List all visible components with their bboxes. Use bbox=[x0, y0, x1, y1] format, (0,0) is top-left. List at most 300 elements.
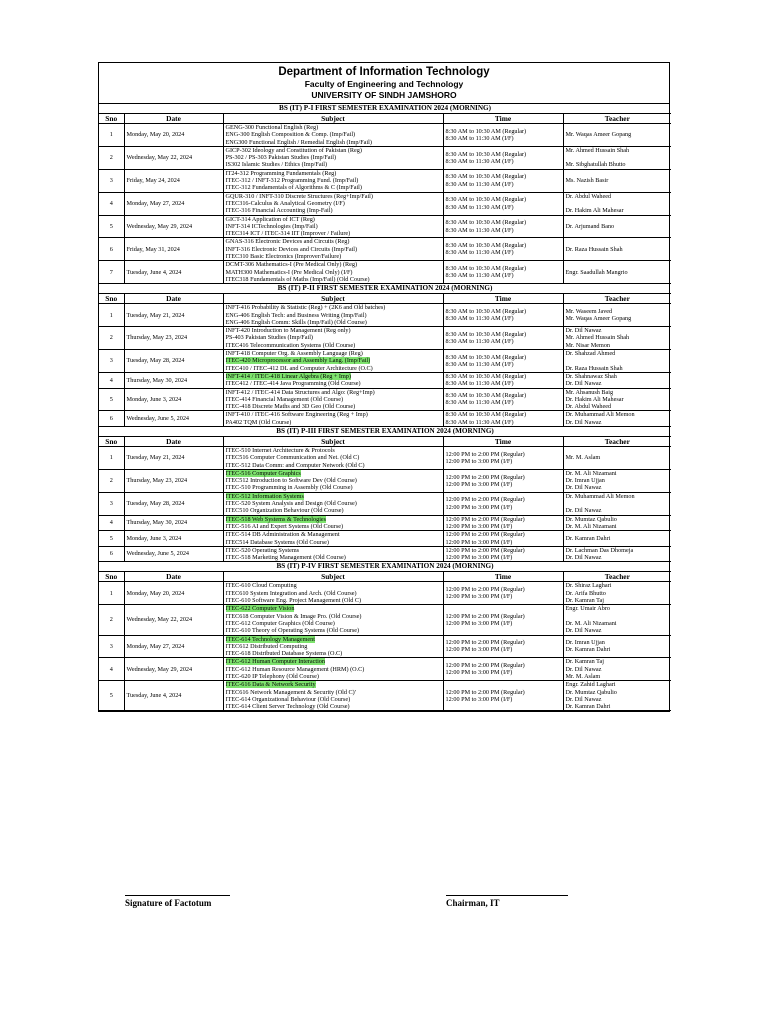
teacher-line: Engr. Umair Abro bbox=[565, 605, 611, 613]
time-cell bbox=[443, 388, 563, 411]
time-line: 8:30 AM to 11:30 AM (I/F) bbox=[445, 315, 514, 323]
subject-line: ITEC-312 / INFT-312 Programming Fund. (Imp/Fail) bbox=[225, 177, 359, 185]
column-header: Teacher bbox=[563, 294, 671, 304]
date-cell: Thursday, May 23, 2024 bbox=[124, 469, 223, 492]
subject-cell bbox=[223, 681, 443, 711]
subject-line: ITEC-510 Programming in Assembly (Old Course) bbox=[225, 484, 353, 492]
date-cell: Tuesday, May 21, 2024 bbox=[124, 446, 223, 469]
teacher-line: Dr. Shiraz Laghari bbox=[565, 582, 612, 590]
subject-cell bbox=[223, 469, 443, 492]
subject-line: ITEC-520 Operating Systems bbox=[225, 546, 300, 554]
highlighted-subject: ITEC-612 Human Computer Interaction bbox=[225, 658, 325, 666]
subject-line: DCMT-306 Mathematics-I (Pre Medical Only) (Reg) bbox=[225, 261, 358, 269]
time-cell bbox=[443, 146, 563, 169]
sno-cell: 1 bbox=[99, 582, 124, 605]
time-line: 12:00 PM to 3:00 PM (I/F) bbox=[445, 457, 513, 465]
teacher-line: Dr. Dil Nawaz bbox=[565, 554, 602, 562]
teacher-line: Dr. Muhammad Ali Memon bbox=[565, 411, 635, 419]
subject-line: ENG-406 English Tech: and Business Writing (Imp/Fail) bbox=[225, 311, 367, 319]
time-cell bbox=[443, 546, 563, 562]
date-cell: Monday, May 27, 2024 bbox=[124, 635, 223, 658]
table-row bbox=[99, 658, 671, 681]
sno-cell: 3 bbox=[99, 350, 124, 373]
time-line: 12:00 PM to 2:00 PM (Regular) bbox=[445, 531, 525, 539]
teacher-cell bbox=[563, 681, 671, 711]
university-name: UNIVERSITY OF SINDH JAMSHORO bbox=[311, 90, 457, 100]
time-line: 12:00 PM to 2:00 PM (Regular) bbox=[445, 639, 525, 647]
teacher-cell bbox=[563, 372, 671, 388]
subject-line: GNAS-316 Electronic Devices and Circuits (Reg) bbox=[225, 238, 350, 246]
teacher-line bbox=[566, 613, 670, 620]
sno-cell: 2 bbox=[99, 327, 124, 350]
highlighted-subject: INFT-414 / ITEC-418 Linear Algebra (Reg + Imp) bbox=[225, 372, 351, 380]
sno-cell: 5 bbox=[99, 388, 124, 411]
subject-line: GICT-314 Application of ICT (Reg) bbox=[225, 215, 315, 223]
subject-cell bbox=[223, 372, 443, 388]
time-cell bbox=[443, 605, 563, 635]
column-header-row bbox=[99, 114, 671, 124]
date-cell: Tuesday, May 28, 2024 bbox=[124, 492, 223, 515]
sno-cell: 6 bbox=[99, 238, 124, 261]
teacher-line: Mr. Ahmed Hussain Shah bbox=[565, 146, 630, 154]
time-cell bbox=[443, 582, 563, 605]
column-header: Subject bbox=[223, 294, 443, 304]
time-line: 12:00 PM to 2:00 PM (Regular) bbox=[445, 515, 525, 523]
highlighted-subject: ITEC-516 Computer Graphics bbox=[225, 469, 301, 477]
section-row bbox=[99, 104, 671, 114]
column-header: Date bbox=[124, 436, 223, 446]
time-line: 8:30 AM to 11:30 AM (I/F) bbox=[445, 226, 514, 234]
subject-line: ITEC316-Calculus & Analytical Geometry (I/F) bbox=[225, 199, 345, 207]
teacher-line: Dr. Raza Hussain Shah bbox=[565, 364, 623, 372]
column-header: Sno bbox=[99, 572, 124, 582]
date-cell: Thursday, May 30, 2024 bbox=[124, 515, 223, 531]
date-cell: Friday, May 31, 2024 bbox=[124, 238, 223, 261]
time-line: 8:30 AM to 10:30 AM (Regular) bbox=[445, 242, 527, 250]
teacher-line: Dr. Abdul Waheed bbox=[565, 403, 612, 411]
column-header-row bbox=[99, 294, 671, 304]
highlighted-subject: ITEC-614 Technology Management bbox=[225, 635, 315, 643]
sno-cell: 4 bbox=[99, 372, 124, 388]
column-header: Subject bbox=[223, 114, 443, 124]
sno-cell: 2 bbox=[99, 605, 124, 635]
teacher-line bbox=[566, 154, 670, 161]
teacher-line: Engr. Zahid Laghari bbox=[565, 681, 616, 689]
teacher-line: Dr. Hakim Ali Mahesar bbox=[565, 207, 624, 215]
subject-line: INFT-416 Probability & Statistic (Reg) + (2K6 and Old batches) bbox=[225, 304, 386, 312]
subject-cell bbox=[223, 531, 443, 547]
subject-line: INFT-316 Electronic Devices and Circuits (Imp/Fail) bbox=[225, 245, 358, 253]
table-row bbox=[99, 192, 671, 215]
factotum-signature-label: Signature of Factotum bbox=[125, 898, 212, 908]
teacher-cell bbox=[563, 546, 671, 562]
teacher-cell bbox=[563, 215, 671, 238]
time-line: 12:00 PM to 2:00 PM (Regular) bbox=[445, 688, 525, 696]
subject-cell bbox=[223, 515, 443, 531]
column-header: Subject bbox=[223, 436, 443, 446]
table-row bbox=[99, 531, 671, 547]
subject-line: ENG300 Functional English / Remedial English (Imp/Fail) bbox=[225, 138, 372, 146]
teacher-line: Dr. M. Ali Nizamani bbox=[565, 522, 617, 530]
column-header: Date bbox=[124, 114, 223, 124]
time-line: 8:30 AM to 10:30 AM (Regular) bbox=[445, 411, 527, 419]
teacher-line: Dr. Mumtaz Qabulio bbox=[565, 515, 617, 523]
highlighted-subject: ITEC-622 Computer Vision bbox=[225, 605, 295, 613]
time-line: 12:00 PM to 3:00 PM (I/F) bbox=[445, 669, 513, 677]
date-cell: Monday, June 3, 2024 bbox=[124, 531, 223, 547]
table-row bbox=[99, 635, 671, 658]
teacher-line: Dr. M. Ali Nizamani bbox=[565, 619, 617, 627]
date-cell: Tuesday, June 4, 2024 bbox=[124, 681, 223, 711]
teacher-line: Dr. M. Ali Nizamani bbox=[565, 469, 617, 477]
teacher-line: Mr. Waseem Javed bbox=[565, 307, 613, 315]
table-row bbox=[99, 546, 671, 562]
time-cell bbox=[443, 446, 563, 469]
subject-line bbox=[226, 516, 441, 523]
time-line: 8:30 AM to 11:30 AM (I/F) bbox=[445, 399, 514, 407]
date-cell: Wednesday, May 29, 2024 bbox=[124, 215, 223, 238]
time-line: 12:00 PM to 2:00 PM (Regular) bbox=[445, 496, 525, 504]
subject-line: GICP-302 Ideology and Constitution of Pakistan (Reg) bbox=[225, 146, 362, 154]
subject-cell bbox=[223, 411, 443, 427]
sno-cell: 1 bbox=[99, 304, 124, 327]
time-cell bbox=[443, 635, 563, 658]
time-cell bbox=[443, 169, 563, 192]
date-cell: Wednesday, May 29, 2024 bbox=[124, 658, 223, 681]
teacher-line: Dr. Dil Nawaz bbox=[565, 627, 602, 635]
column-header: Time bbox=[443, 436, 563, 446]
subject-cell bbox=[223, 304, 443, 327]
time-line: 8:30 AM to 11:30 AM (I/F) bbox=[445, 272, 514, 280]
date-cell: Wednesday, June 5, 2024 bbox=[124, 411, 223, 427]
subject-line: ITEC416 Telecommunication Systems (Old Course) bbox=[225, 341, 356, 349]
teacher-line: Mr. Ahmed Hussain Shah bbox=[565, 334, 630, 342]
subject-cell bbox=[223, 215, 443, 238]
teacher-cell bbox=[563, 582, 671, 605]
teacher-line: Dr. Dil Nawaz bbox=[565, 507, 602, 515]
subject-line: ENG-406 English Comm: Skills (Imp/Fail) (Old Course) bbox=[225, 318, 367, 326]
teacher-cell bbox=[563, 635, 671, 658]
teacher-cell bbox=[563, 388, 671, 411]
table-row bbox=[99, 446, 671, 469]
subject-cell bbox=[223, 169, 443, 192]
subject-line: ITEC412 / ITEC-414 Java Programming (Old Course) bbox=[225, 380, 361, 388]
teacher-line: Dr. Shahzad Ahmed bbox=[565, 350, 616, 358]
sno-cell: 1 bbox=[99, 446, 124, 469]
sno-cell: 6 bbox=[99, 546, 124, 562]
time-line: 12:00 PM to 3:00 PM (I/F) bbox=[445, 538, 513, 546]
subject-line: ITEC516 Computer Communication and Net. (Old C) bbox=[225, 454, 360, 462]
subject-cell bbox=[223, 146, 443, 169]
time-cell bbox=[443, 327, 563, 350]
teacher-line: Dr. Raza Hussain Shah bbox=[565, 245, 623, 253]
subject-cell bbox=[223, 350, 443, 373]
table-row bbox=[99, 469, 671, 492]
time-line: 8:30 AM to 10:30 AM (Regular) bbox=[445, 307, 527, 315]
teacher-line bbox=[566, 357, 670, 364]
teacher-cell bbox=[563, 192, 671, 215]
time-line: 8:30 AM to 10:30 AM (Regular) bbox=[445, 372, 527, 380]
teacher-cell bbox=[563, 350, 671, 373]
subject-line bbox=[226, 470, 441, 477]
time-line: 8:30 AM to 10:30 AM (Regular) bbox=[445, 196, 527, 204]
subject-line: ENG-300 English Composition & Comp. (Imp/Fail) bbox=[225, 131, 356, 139]
subject-line: ITEC610 System Integration and Arch. (Old Course) bbox=[225, 589, 357, 597]
datesheet bbox=[98, 62, 670, 712]
time-cell bbox=[443, 350, 563, 373]
teacher-line bbox=[566, 500, 670, 507]
teacher-line: Dr. Arifa Bhutto bbox=[565, 589, 606, 597]
time-line: 12:00 PM to 2:00 PM (Regular) bbox=[445, 662, 525, 670]
sno-cell: 3 bbox=[99, 635, 124, 658]
subject-line: ITEC-518 Marketing Management (Old Course) bbox=[225, 554, 346, 562]
time-line: 12:00 PM to 2:00 PM (Regular) bbox=[445, 473, 525, 481]
time-line: 8:30 AM to 10:30 AM (Regular) bbox=[445, 330, 527, 338]
time-line: 8:30 AM to 11:30 AM (I/F) bbox=[445, 418, 514, 426]
time-cell bbox=[443, 238, 563, 261]
table-row bbox=[99, 605, 671, 635]
document-header bbox=[99, 63, 669, 104]
teacher-line: Dr. Kamran Dahri bbox=[565, 646, 611, 654]
time-line: 12:00 PM to 3:00 PM (I/F) bbox=[445, 522, 513, 530]
sno-cell: 5 bbox=[99, 531, 124, 547]
teacher-cell bbox=[563, 492, 671, 515]
subject-line bbox=[226, 658, 441, 665]
teacher-line: Dr. Kamran Taj bbox=[565, 658, 604, 666]
teacher-line: Dr. Dil Nawaz bbox=[565, 380, 602, 388]
section-row bbox=[99, 284, 671, 294]
subject-line: ITEC618 Computer Vision & Image Pro. (Old Course) bbox=[225, 612, 362, 620]
sno-cell: 5 bbox=[99, 215, 124, 238]
time-line: 12:00 PM to 3:00 PM (I/F) bbox=[445, 695, 513, 703]
teacher-line: Mr. M. Aslam bbox=[565, 673, 601, 680]
time-line: 12:00 PM to 3:00 PM (I/F) bbox=[445, 503, 513, 511]
subject-line: ITEC616 Network Management & Security (Old C)' bbox=[225, 688, 356, 696]
document-title: Department of Information Technology bbox=[278, 66, 490, 78]
date-cell: Wednesday, May 22, 2024 bbox=[124, 146, 223, 169]
teacher-cell bbox=[563, 304, 671, 327]
teacher-line: Dr. Lachman Das Dhomeja bbox=[565, 546, 634, 554]
table-row bbox=[99, 124, 671, 147]
faculty-name: Faculty of Engineering and Technology bbox=[304, 79, 464, 89]
teacher-cell bbox=[563, 605, 671, 635]
subject-line: ITEC512 Introduction to Software Dev (Old Course) bbox=[225, 477, 357, 485]
time-cell bbox=[443, 658, 563, 681]
column-header: Time bbox=[443, 294, 563, 304]
subject-line: ITEC-510 Internet Architecture & Protocols bbox=[225, 446, 335, 454]
subject-line: ITEC510 Organization Behaviour (Old Course) bbox=[225, 507, 344, 515]
table-row bbox=[99, 411, 671, 427]
sno-cell: 4 bbox=[99, 192, 124, 215]
time-cell bbox=[443, 411, 563, 427]
date-cell: Friday, May 24, 2024 bbox=[124, 169, 223, 192]
subject-line: INFT-420 Introduction to Management (Reg only) bbox=[225, 327, 351, 335]
teacher-cell bbox=[563, 446, 671, 469]
subject-line: ITEC310 Basic Electronics (Improver/Failure) bbox=[225, 253, 342, 261]
teacher-line: Mr. M. Aslam bbox=[565, 454, 601, 462]
subject-cell bbox=[223, 124, 443, 147]
sno-cell: 7 bbox=[99, 261, 124, 284]
subject-line: ITEC-514 DB Administration & Management bbox=[225, 531, 340, 539]
time-line: 12:00 PM to 3:00 PM (I/F) bbox=[445, 646, 513, 654]
section-title: BS (IT) P-I FIRST SEMESTER EXAMINATION 2024 (MORNING) bbox=[99, 104, 671, 114]
subject-line: ITEC-610 Software Eng. Project Management (Old C) bbox=[225, 597, 362, 605]
subject-cell bbox=[223, 605, 443, 635]
subject-line: ITEC-516 AI and Expert Systems (Old Course) bbox=[225, 522, 344, 530]
table-row bbox=[99, 372, 671, 388]
teacher-line: Dr. Kamran Dahri bbox=[565, 534, 611, 542]
section-title: BS (IT) P-IV FIRST SEMESTER EXAMINATION 2024 (MORNING) bbox=[99, 562, 671, 572]
table-row bbox=[99, 388, 671, 411]
subject-cell bbox=[223, 658, 443, 681]
subject-line bbox=[226, 493, 441, 500]
teacher-cell bbox=[563, 658, 671, 681]
table-row bbox=[99, 238, 671, 261]
subject-line: ITEC-512 Data Comm: and Computer Network (Old C) bbox=[225, 461, 365, 469]
time-line: 8:30 AM to 11:30 AM (I/F) bbox=[445, 157, 514, 165]
teacher-cell bbox=[563, 238, 671, 261]
time-line: 12:00 PM to 3:00 PM (I/F) bbox=[445, 554, 513, 562]
date-cell: Thursday, May 30, 2024 bbox=[124, 372, 223, 388]
time-line: 8:30 AM to 10:30 AM (Regular) bbox=[445, 264, 527, 272]
teacher-line: Dr. Muhammad Ali Memon bbox=[565, 492, 635, 500]
subject-line: INFT-314 ICTechnologies (Imp/Fail) bbox=[225, 222, 318, 230]
subject-line: ITEC-610 Theory of Operating Systems (Old Course) bbox=[225, 627, 360, 635]
table-row bbox=[99, 327, 671, 350]
teacher-cell bbox=[563, 261, 671, 284]
chairman-signature-line bbox=[446, 895, 568, 896]
subject-line: PS-403 Pakistan Studies (Imp/Fail) bbox=[225, 334, 313, 342]
time-line: 8:30 AM to 10:30 AM (Regular) bbox=[445, 173, 527, 181]
sno-cell: 1 bbox=[99, 124, 124, 147]
teacher-cell bbox=[563, 531, 671, 547]
subject-line bbox=[226, 373, 441, 380]
subject-line: IS302 Islamic Studies / Ethics (Imp/Fail) bbox=[225, 161, 328, 169]
subject-line: ITEC612 Distributed Computing bbox=[225, 642, 308, 650]
column-header: Teacher bbox=[563, 572, 671, 582]
subject-line: ITEC-520 System Analysis and Design (Old Course) bbox=[225, 500, 357, 508]
time-cell bbox=[443, 372, 563, 388]
column-header: Teacher bbox=[563, 114, 671, 124]
date-cell: Monday, June 3, 2024 bbox=[124, 388, 223, 411]
subject-cell bbox=[223, 327, 443, 350]
subject-line: ITEC-620 IP Telephony (Old Course) bbox=[225, 673, 319, 680]
subject-line: ITEC514 Database Systems (Old Course) bbox=[225, 538, 329, 546]
table-row bbox=[99, 350, 671, 373]
subject-line: MATH300 Mathematics-I (Pre Medical Only) (I/F) bbox=[225, 268, 353, 276]
time-cell bbox=[443, 261, 563, 284]
subject-line: ITEC-414 Financial Management (Old Course) bbox=[225, 395, 344, 403]
subject-cell bbox=[223, 192, 443, 215]
teacher-line: Ms. Nazish Basir bbox=[565, 177, 609, 185]
column-header-row bbox=[99, 436, 671, 446]
time-line: 8:30 AM to 10:30 AM (Regular) bbox=[445, 127, 527, 135]
subject-line: ITEC-618 Distributed Database Systems (O.C) bbox=[225, 650, 343, 658]
teacher-cell bbox=[563, 469, 671, 492]
subject-line: ITEC-614 Organizational Behaviour (Old Course) bbox=[225, 695, 351, 703]
teacher-line: Mr. Sibghatullah Bhutto bbox=[565, 161, 626, 169]
time-cell bbox=[443, 304, 563, 327]
subject-cell bbox=[223, 388, 443, 411]
date-cell: Monday, May 27, 2024 bbox=[124, 192, 223, 215]
time-line: 8:30 AM to 11:30 AM (I/F) bbox=[445, 338, 514, 346]
column-header-row bbox=[99, 572, 671, 582]
date-cell: Thursday, May 23, 2024 bbox=[124, 327, 223, 350]
teacher-line: Mr. Waqas Ameer Gopang bbox=[565, 131, 632, 139]
sno-cell: 2 bbox=[99, 146, 124, 169]
time-line: 8:30 AM to 11:30 AM (I/F) bbox=[445, 360, 514, 368]
section-title: BS (IT) P-III FIRST SEMESTER EXAMINATION 2024 (MORNING) bbox=[99, 426, 671, 436]
column-header: Date bbox=[124, 294, 223, 304]
time-line: 12:00 PM to 2:00 PM (Regular) bbox=[445, 546, 525, 554]
time-cell bbox=[443, 192, 563, 215]
subject-cell bbox=[223, 582, 443, 605]
subject-line: ITEC410 / ITEC-412 DL and Computer Architecture (O.C) bbox=[225, 364, 373, 372]
subject-line bbox=[226, 357, 441, 364]
time-line: 8:30 AM to 11:30 AM (I/F) bbox=[445, 180, 514, 188]
date-cell: Tuesday, June 4, 2024 bbox=[124, 261, 223, 284]
sno-cell: 6 bbox=[99, 411, 124, 427]
table-row bbox=[99, 169, 671, 192]
teacher-line: Dr. Dil Nawaz bbox=[565, 695, 602, 703]
table-row bbox=[99, 582, 671, 605]
subject-line: GQUR-310 / INFT-310 Discrete Structures (Reg+Imp/Fail) bbox=[225, 192, 373, 200]
teacher-line: Dr. Hakim Ali Mahesar bbox=[565, 395, 624, 403]
chairman-signature-label: Chairman, IT bbox=[446, 898, 500, 908]
section-row bbox=[99, 426, 671, 436]
subject-line: ITEC-316 Financial Accounting (Imp-Fail) bbox=[225, 207, 333, 215]
time-line: 8:30 AM to 10:30 AM (Regular) bbox=[445, 219, 527, 227]
time-line: 12:00 PM to 2:00 PM (Regular) bbox=[445, 612, 525, 620]
teacher-line: Dr. Shahnawaz Shah bbox=[565, 372, 617, 380]
subject-line: INFT-412 / ITEC-414 Data Structures and Algo: (Reg+Imp) bbox=[225, 388, 375, 396]
highlighted-subject: ITEC-420 Microprocessor and Assembly Lang. (Imp/Fail) bbox=[225, 357, 371, 365]
sno-cell: 2 bbox=[99, 469, 124, 492]
time-line: 8:30 AM to 10:30 AM (Regular) bbox=[445, 392, 527, 400]
teacher-line: Dr. Dil Nawaz bbox=[565, 327, 602, 335]
table-row bbox=[99, 261, 671, 284]
subject-line: INFT-410 / ITEC-416 Software Engineering (Reg + Imp) bbox=[225, 411, 368, 419]
column-header: Teacher bbox=[563, 436, 671, 446]
time-cell bbox=[443, 469, 563, 492]
section-row bbox=[99, 562, 671, 572]
subject-line: ITEC-312 Fundamentals of Algorithms & C (Imp/Fail) bbox=[225, 184, 362, 192]
time-cell bbox=[443, 515, 563, 531]
table-row bbox=[99, 515, 671, 531]
time-line: 12:00 PM to 2:00 PM (Regular) bbox=[445, 450, 525, 458]
subject-line: IT24-312 Programming Fundamentals (Reg) bbox=[225, 169, 337, 177]
teacher-line: Mr. Waqas Ameer Gopang bbox=[565, 315, 632, 323]
subject-line: INFT-418 Computer Org. & Assembly Language (Reg) bbox=[225, 350, 363, 358]
teacher-cell bbox=[563, 124, 671, 147]
time-cell bbox=[443, 531, 563, 547]
date-cell: Wednesday, May 22, 2024 bbox=[124, 605, 223, 635]
table-row bbox=[99, 304, 671, 327]
time-cell bbox=[443, 492, 563, 515]
teacher-cell bbox=[563, 169, 671, 192]
column-header: Sno bbox=[99, 114, 124, 124]
subject-cell bbox=[223, 446, 443, 469]
column-header: Time bbox=[443, 114, 563, 124]
time-line: 8:30 AM to 11:30 AM (I/F) bbox=[445, 249, 514, 257]
teacher-line: Dr. Kamran Taj bbox=[565, 597, 604, 605]
teacher-line: Dr. Imran Ujjan bbox=[565, 477, 605, 485]
subject-line: ITEC314 ICT / ITEC-314 IIT (Improver / Failure) bbox=[225, 230, 351, 238]
time-cell bbox=[443, 124, 563, 147]
time-line: 12:00 PM to 3:00 PM (I/F) bbox=[445, 593, 513, 601]
column-header: Date bbox=[124, 572, 223, 582]
highlighted-subject: ITEC-512 Information Systems bbox=[225, 492, 304, 500]
